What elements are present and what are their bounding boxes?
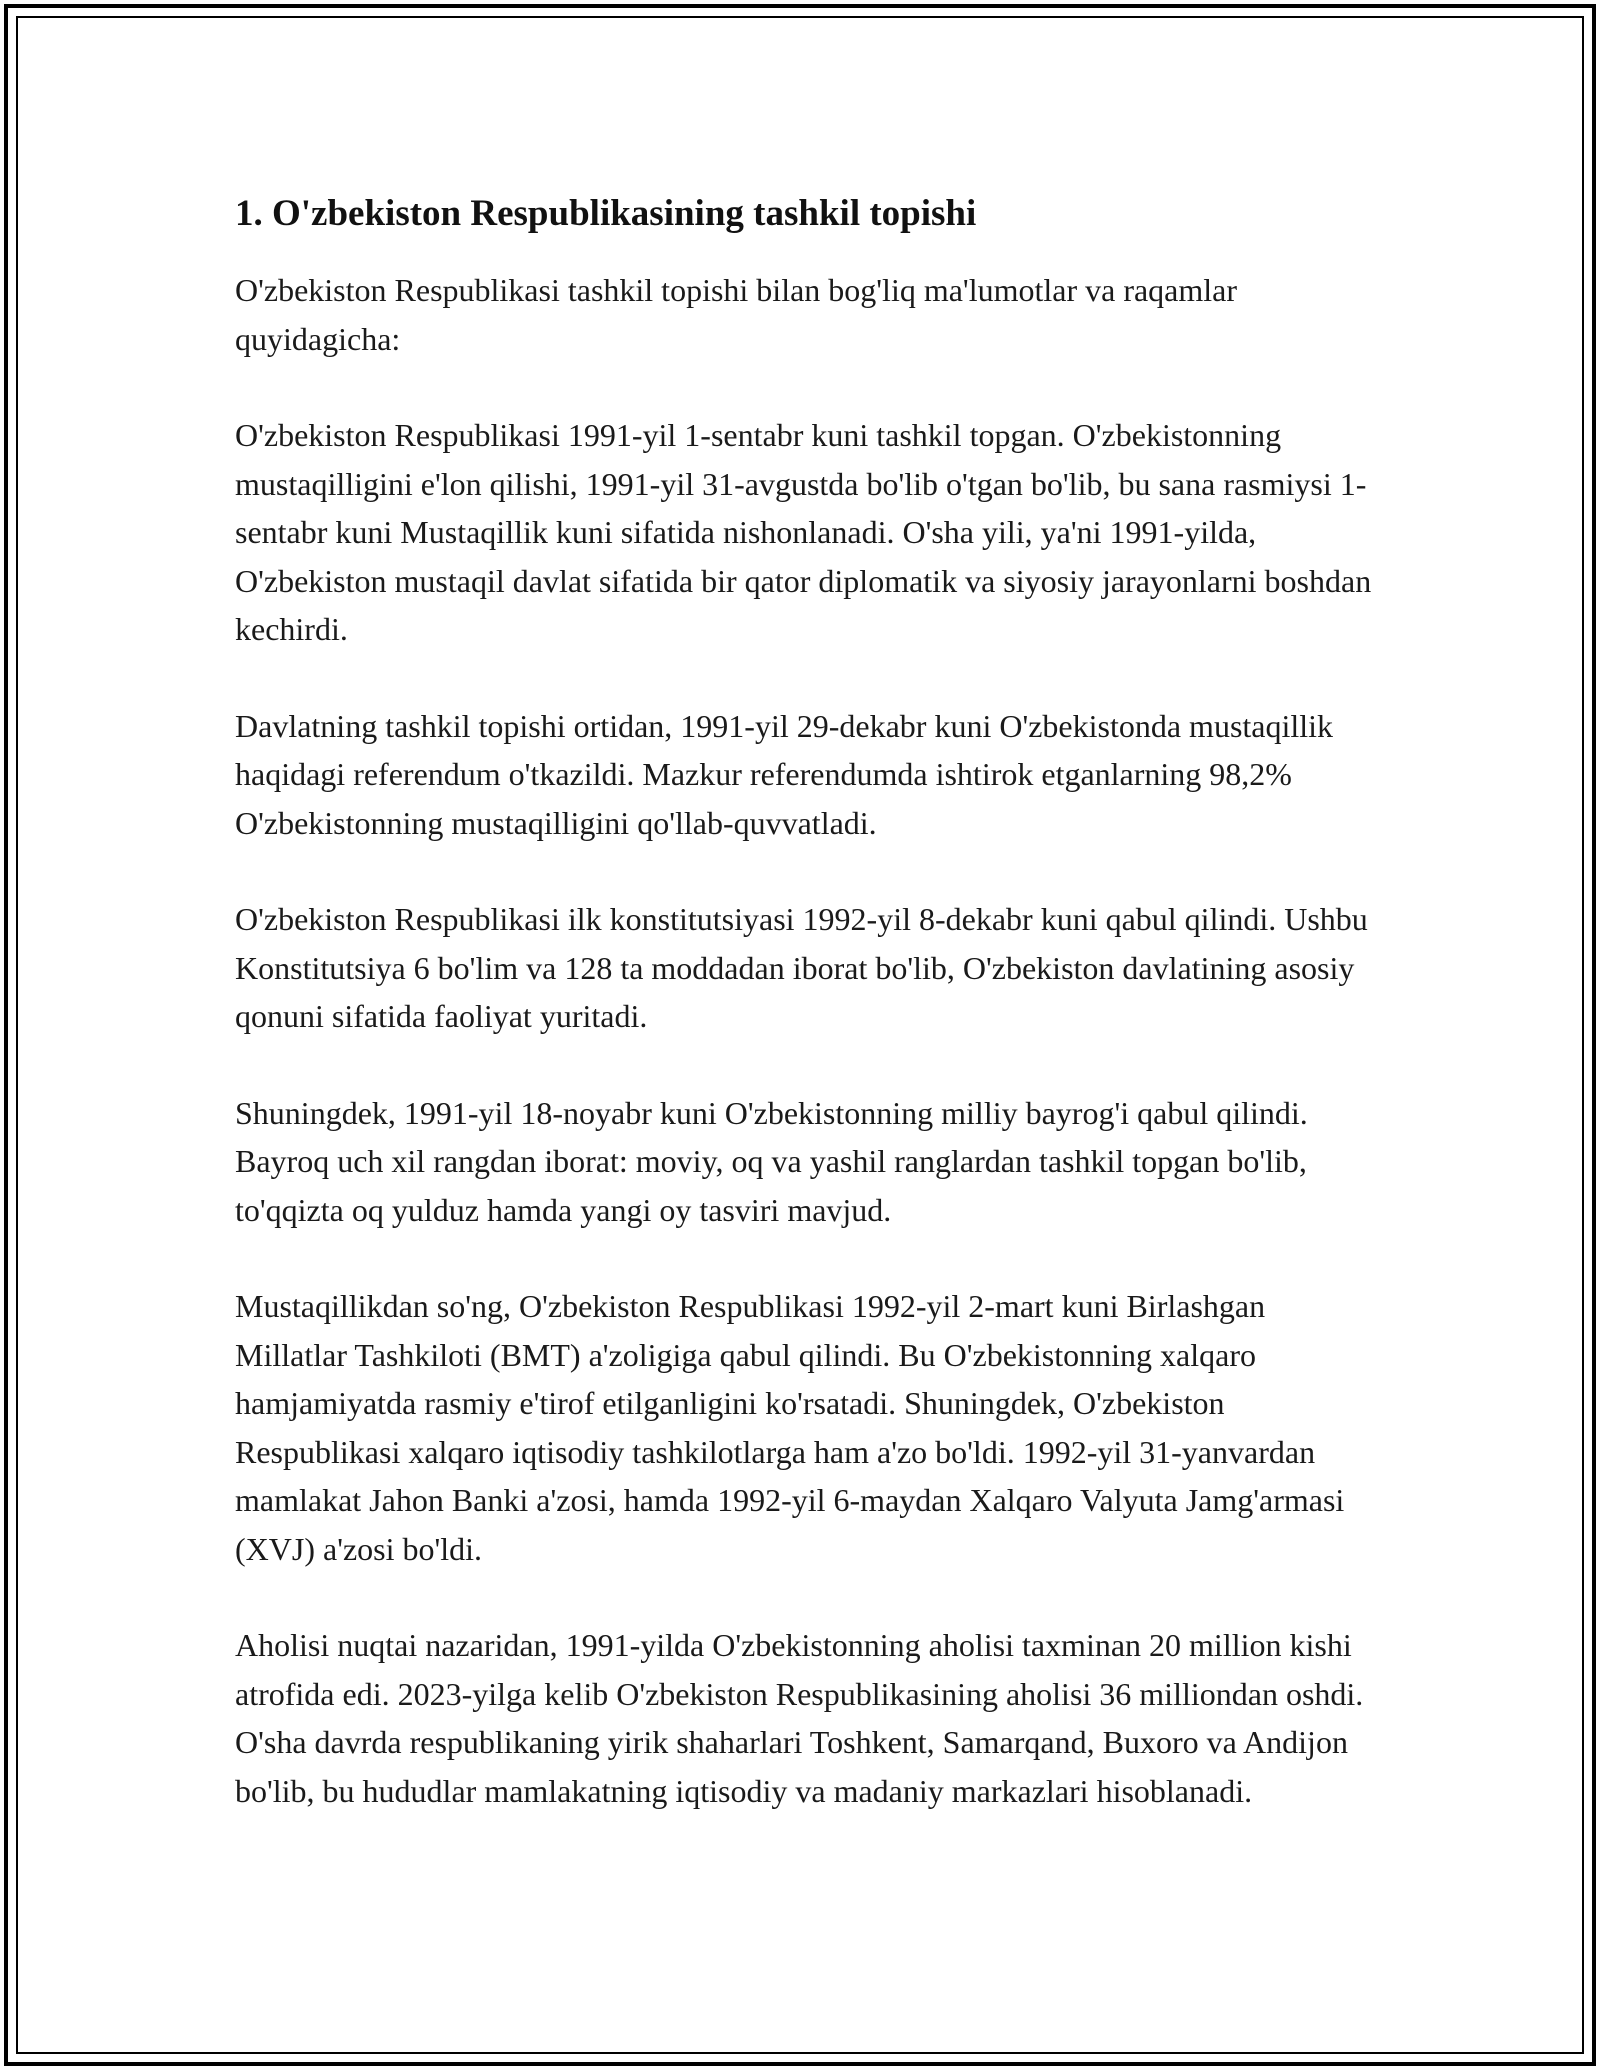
document-body	[235, 188, 1385, 1815]
paragraph-constitution: O'zbekiston Respublikasi ilk konstitutsiyasi 1992-yil 8-dekabr kuni qabul qilindi. Ushbu Konstitutsiya 6 bo'lim va 128 ta moddadan iborat bo'lib, O'zbekiston davlatining asosiy qonuni sifatida faoliyat yuritadi.	[235, 901, 1368, 1034]
paragraph-population: Aholisi nuqtai nazaridan, 1991-yilda O'zbekistonning aholisi taxminan 20 million kishi atrofida edi. 2023-yilga kelib O'zbekiston Respublikasining aholisi 36 milliondan oshdi. O'sha davrda respublikaning yirik shaharlari Toshkent, Samarqand, Buxoro va Andijon bo'lib, bu hududlar mamlakatning iqtisodiy va madaniy markazlari hisoblanadi.	[235, 1627, 1364, 1809]
paragraph-referendum: Davlatning tashkil topishi ortidan, 1991-yil 29-dekabr kuni O'zbekistonda mustaqillik haqidagi referendum o'tkazildi. Mazkur referendumda ishtirok etganlarning 98,2% O'zbekistonning mustaqilligini qo'llab-quvvatladi.	[235, 707, 1334, 841]
paragraph-international: Mustaqillikdan so'ng, O'zbekiston Respublikasi 1992-yil 2-mart kuni Birlashgan Millatlar Tashkiloti (BMT) a'zoligiga qabul qilindi. Bu O'zbekistonning xalqaro hamjamiyatda rasmiy e'tirof etilganligini ko'rsatadi. Shuningdek, O'zbekiston Respublikasi xalqaro iqtisodiy tashkilotlarga ham a'zo bo'ldi. 1992-yil 31-yanvardan mamlakat Jahon Banki a'zosi, hamda 1992-yil 6-maydan Xalqaro Valyuta Jamg'armasi (XVJ) a'zosi bo'ldi.	[235, 1288, 1345, 1567]
paragraph-intro: O'zbekiston Respublikasi tashkil topishi bilan bog'liq ma'lumotlar va raqamlar quyidagicha:	[235, 272, 1238, 357]
section-title: 1. O'zbekiston Respublikasining tashkil topishi	[235, 193, 977, 234]
paragraph-founding: O'zbekiston Respublikasi 1991-yil 1-sentabr kuni tashkil topgan. O'zbekistonning mustaqilligini e'lon qilishi, 1991-yil 31-avgustda bo'lib o'tgan bo'lib, bu sana rasmiysi 1-sentabr kuni Mustaqillik kuni sifatida nishonlanadi. O'sha yili, ya'ni 1991-yilda, O'zbekiston mustaqil davlat sifatida bir qator diplomatik va siyosiy jarayonlarni boshdan kechirdi.	[235, 417, 1372, 647]
paragraph-flag: Shuningdek, 1991-yil 18-noyabr kuni O'zbekistonning milliy bayrog'i qabul qilindi. Bayroq uch xil rangdan iborat: moviy, oq va yashil ranglardan tashkil topgan bo'lib, to'qqizta oq yulduz hamda yangi oy tasviri mavjud.	[235, 1094, 1308, 1228]
